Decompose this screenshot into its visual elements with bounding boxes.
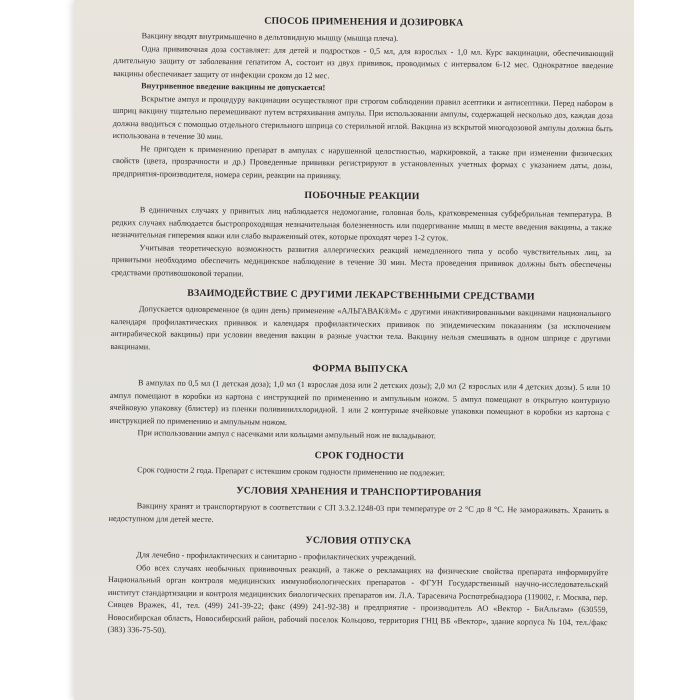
section-heading: СПОСОБ ПРИМЕНЕНИЯ И ДОЗИРОВКА [264, 15, 464, 29]
body-paragraph: Вакцину хранят и транспортируют в соответствии с СП 3.3.2.1248-03 при температуре от 2 °С до 8 °С. Не замораживать. Хранить в недоступном для детей месте. [108, 501, 609, 524]
body-paragraph: Вскрытие ампул и процедуру вакцинации осуществляют при строгом соблюдении правил асептики и антисептики. Перед набором в шприц вакцину тщательно перемешивают путем встряхивания ампулы. При использовании ампулы, содержащей несколько доз, каждая доза должна вводиться с помощью отдельного стерильного шприца со стерильной иглой. Вакцина из вскрытой многодозовой ампулы должна быть использована в течение 30 мин. [112, 93, 614, 142]
body-paragraph: В единичных случаях у привитых лиц наблюдается недомогание, головная боль, кратковременная субфебрильная температура. В редких случаях наблюдается быстропроходящая незначительная болезненность или подергивание мышц в месте введения вакцины, а также незначительная гиперемия кожи или слабо выраженный отек, которые проходят через 1-2 суток. [111, 205, 612, 243]
section-heading: УСЛОВИЯ ХРАНЕНИЯ И ТРАНСПОРТИРОВАНИЯ [236, 485, 482, 499]
leaflet-content [107, 8, 614, 642]
section-heading: УСЛОВИЯ ОТПУСКА [305, 535, 412, 548]
body-paragraph: Вакцину вводят внутримышечно в дельтовидную мышцу (мышца плеча). [141, 31, 399, 43]
body-paragraph: В ампулах по 0,5 мл (1 детская доза); 1,0 мл (1 взрослая доза или 2 детских дозы); 2,0 мл (2 взрослых или 4 детских дозы). 5 или 10 ампул помещают в коробки из картона с инструкцией по применению и ампульным ножом. 5 ампул помещают в открытую контурную ячейковую упаковку (блистер) из пленки поливинилхлоридной. 1 или 2 контурные ячейковые упаковки помещают в коробки из картона с инструкцией по применению и ампульным ножом. [109, 378, 611, 427]
body-paragraph: Обо всех случаях необычных прививочных реакций, а также о рекламациях на физические свойства препарата информируйте Национальный орган контроля медицинских иммунобиологических препаратов - ФГУН Государственный научно-исследовательский институт стандартизации и контроля медицинских биологических препаратов им. Л.А. Тарасевича Роспотребнадзора (119002, г. Москва, пер. Сивцев Вражек, 41, тел. (499) 241-39-22; факс (499) 241-92-38) и предприятие - производитель АО «Вектор - БиАльгам» (630559, Новосибирская область, Новосибирский район, рабочий поселок Кольцово, территория ГНЦ ВБ «Вектор», здание корпуса № 104, тел./факс (383) 336-75-50). [107, 562, 609, 635]
section-heading: ФОРМА ВЫПУСКА [312, 363, 409, 376]
body-paragraph: Одна прививочная доза составляет: для детей и подростков - 0,5 мл, для взрослых - 1,0 мл. Курс вакцинации, обеспечивающий длительную защиту от заболевания гепатитом А, состоит из двух прививок, проводимых с интервалом 6-12 мес. Однократное введение вакцины обеспечивает защиту от инфекции сроком до 12 мес. [113, 43, 614, 80]
warning-paragraph: Внутривенное введение вакцины не допускается! [141, 81, 326, 93]
body-paragraph: Допускается одновременное (в один день) применение «АЛЬГАВАК®М» с другими инактивированными вакцинами национального календаря профилактических прививок и календаря профилактических прививок по эпидемическим показаниям (за исключением антирабической вакцины) при условии введения вакцин в разные участки тела. Вакцину нельзя смешивать в одном шприце с другими вакцинами. [110, 304, 611, 351]
instruction-leaflet [74, 0, 634, 700]
body-paragraph: Срок годности 2 года. Препарат с истекшим сроком годности применению не подлежит. [137, 464, 445, 477]
section-heading: ВЗАИМОДЕЙСТВИЕ С ДРУГИМИ ЛЕКАРСТВЕННЫМИ СРЕДСТВАМИ [187, 287, 535, 303]
body-paragraph: При использовании ампул с насечками или кольцами ампульный нож не вкладывают. [137, 428, 436, 441]
body-paragraph: Учитывая теоретическую возможность развития аллергических реакций немедленного типа у особо чувствительных лиц, за привитыми необходимо обеспечить медицинское наблюдение в течение 30 мин. Места проведения прививок должны быть обеспечены средствами противошоковой терапии. [111, 242, 612, 278]
body-paragraph: Для лечебно - профилактических и санитарно - профилактических учреждений. [136, 550, 417, 563]
section-heading: СРОК ГОДНОСТИ [314, 449, 404, 462]
body-paragraph: Не пригоден к применению препарат в ампулах с нарушенной целостностью, маркировкой, а также при изменении физических свойств (цвета, прозрачности и др.) Проведенные прививки регистрируют в установленных учетных формах с указанием даты, дозы, предприятия-производителя, номера серии, реакции на прививку. [112, 143, 613, 180]
section-heading: ПОБОЧНЫЕ РЕАКЦИИ [304, 190, 420, 203]
